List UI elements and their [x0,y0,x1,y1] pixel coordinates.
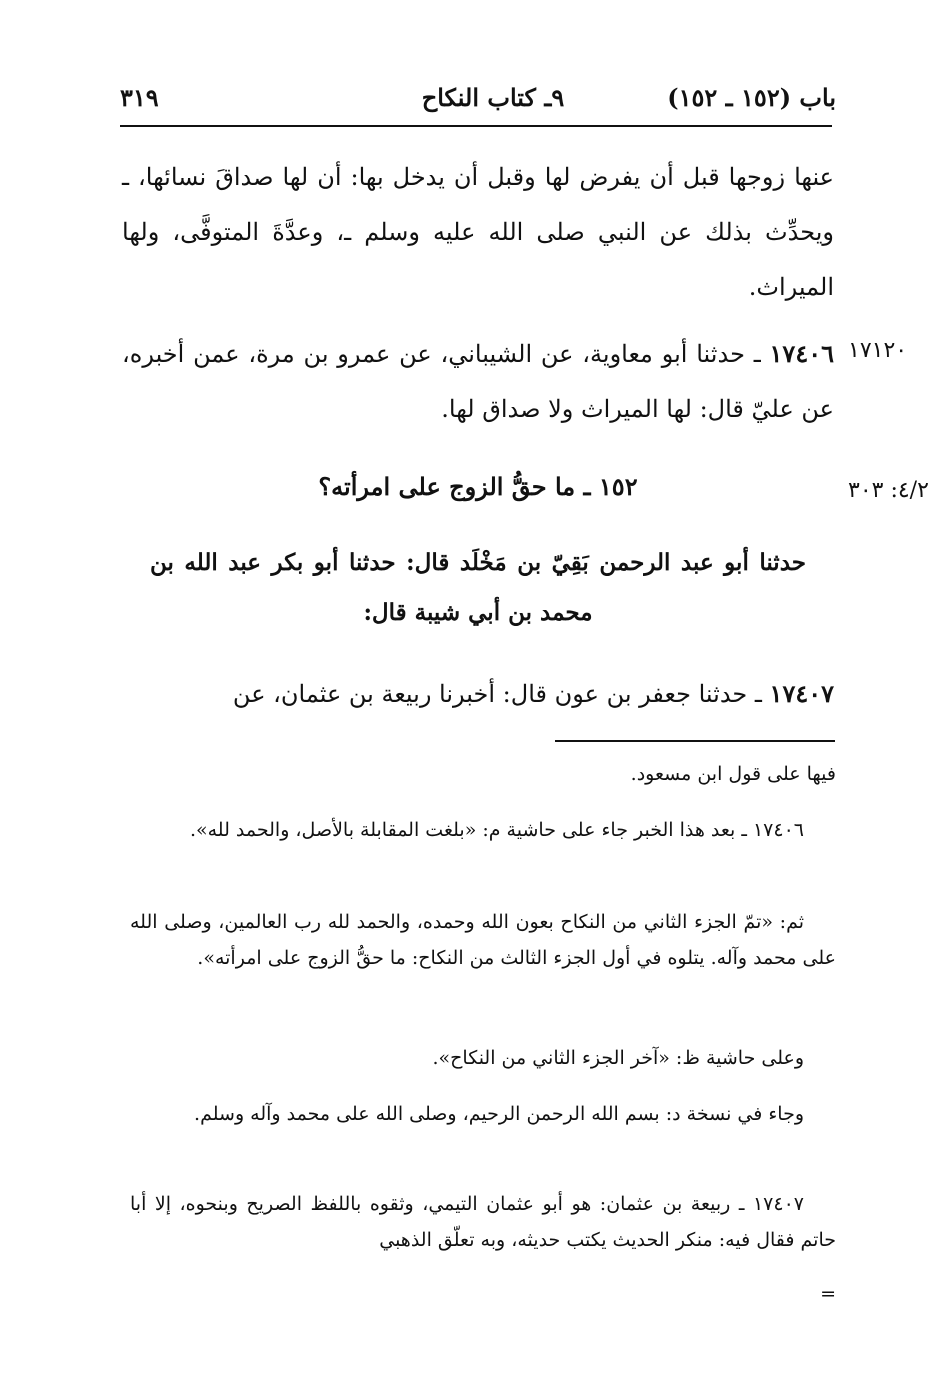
hadith-text: ـ حدثنا جعفر بن عون قال: أخبرنا ربيعة بن عثمان، عن [232,680,762,708]
hadith-17406 [122,326,834,437]
footnote-margin-note: وعلى حاشية ظ: «آخر الجزء الثاني من النكاح». [432,1047,804,1069]
margin-reference-number: ١٧١٢٠ [848,338,908,363]
hadith-number: ١٧٤٠٦ [769,339,834,368]
running-header-section: باب (١٥٢ ـ ١٥٢) [667,83,836,112]
page-number: ٣١٩ [120,83,159,112]
header-rule [120,125,832,127]
footnote-separator [555,740,835,742]
hadith-text: ـ حدثنا أبو معاوية، عن الشيباني، عن عمرو بن مرة، عمن أخبره، عن عليّ قال: لها الميراث ولا صداق لها. [122,340,834,423]
chapter-heading: ١٥٢ ـ ما حقُّ الزوج على امرأته؟ [318,472,638,501]
paragraph-continuation: عنها زوجها قبل أن يفرض لها وقبل أن يدخل بها: أن لها صداقَ نسائها، ـ ويحدِّث بذلك عن النبي صلى الله عليه وسلم ـ، وعدَّةَ المتوفَّى، ولها الميراث. [122,163,834,301]
running-header-book-title: ٩ـ كتاب النكاح [421,83,565,112]
footnote-continued-marker: = [820,1283,836,1305]
footnote-17406: ١٧٤٠٦ ـ بعد هذا الخبر جاء على حاشية م: «بلغت المقابلة بالأصل، والحمد لله». [189,819,804,841]
footnote-17407: ١٧٤٠٧ ـ ربيعة بن عثمان: هو أبو عثمان التيمي، وثقوه باللفظ الصريح وبنحوه، إلا أبا حاتم فقال فيه: منكر الحديث يكتب حديثه، وبه تعلّق الذهبي [130,1193,836,1251]
margin-volume-page-reference: ٤/٢: ٣٠٣ [848,478,929,503]
hadith-number: ١٧٤٠٧ [769,679,834,708]
footnote-colophon: ثم: «تمّ الجزء الثاني من النكاح بعون الله وحمده، والحمد لله رب العالمين، وصلى الله على محمد وآله. يتلوه في أول الجزء الثالث من النكاح: ما حقُّ الزوج على امرأته». [130,911,836,969]
hadith-17407 [122,666,834,722]
footnote-manuscript-note: وجاء في نسخة د: بسم الله الرحمن الرحيم، وصلى الله على محمد وآله وسلم. [194,1103,804,1125]
isnad-chain: حدثنا أبو عبد الرحمن بَقِيّ بن مَخْلَد قال: حدثنا أبو بكر عبد الله بن محمد بن أبي شيبة قال: [150,549,806,626]
footnote-continuation: فيها على قول ابن مسعود. [630,763,836,785]
